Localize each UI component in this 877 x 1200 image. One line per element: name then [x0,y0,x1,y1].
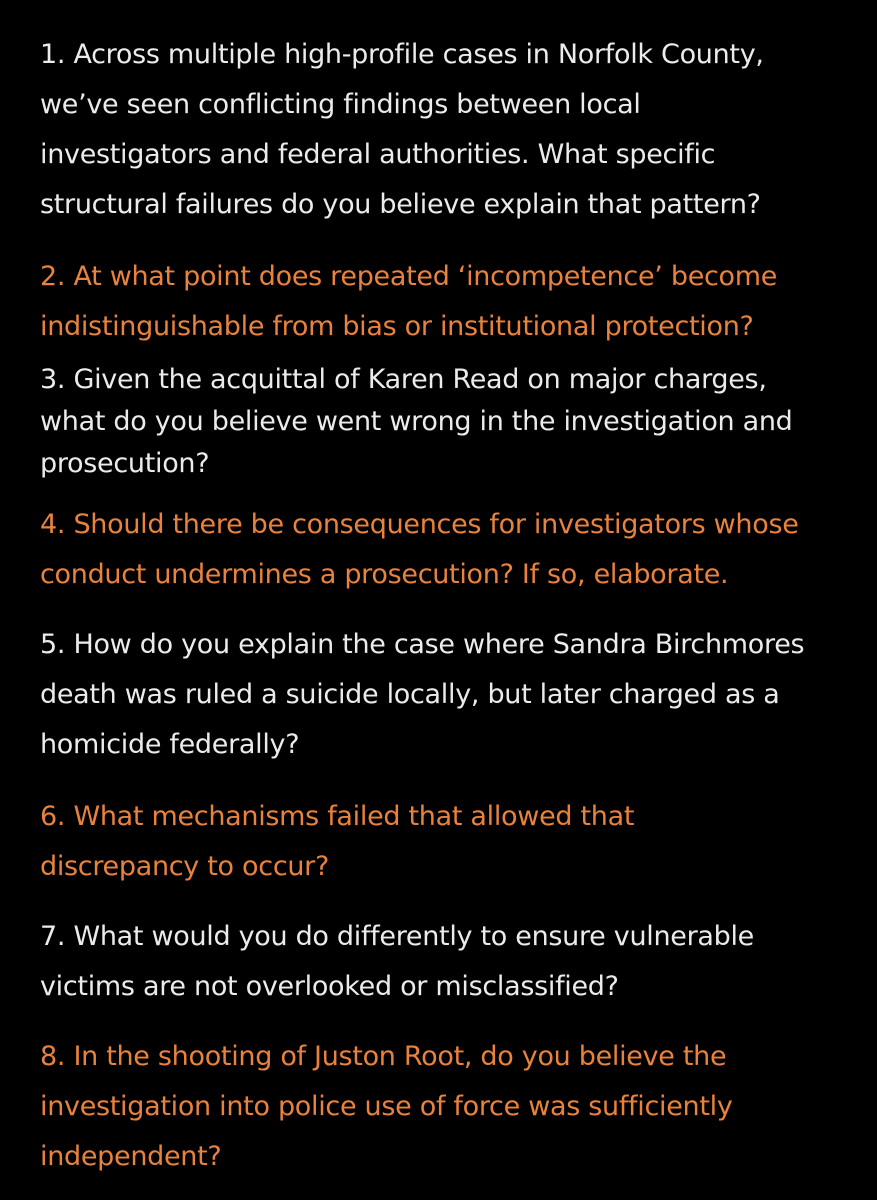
question-5: 5. How do you explain the case where Sandra Birchmores death was ruled a suicide locally, but later charged as a homicide federally? [40,629,805,760]
question-4: 4. Should there be consequences for investigators whose conduct undermines a prosecution? If so, elaborate. [40,509,799,590]
question-3: 3. Given the acquittal of Karen Read on major charges, what do you believe went wrong in the investigation and prosecution? [40,364,793,479]
question-1: 1. Across multiple high-profile cases in Norfolk County, we’ve seen conflicting findings between local investigators and federal authorities. What specific structural failures do you believe explain that pattern? [40,39,764,220]
question-7: 7. What would you do differently to ensure vulnerable victims are not overlooked or misclassified? [40,921,754,1002]
question-8: 8. In the shooting of Juston Root, do you believe the investigation into police use of force was sufficiently independent? [40,1041,733,1172]
question-2: 2. At what point does repeated ‘incompetence’ become indistinguishable from bias or institutional protection? [40,261,778,342]
question-6: 6. What mechanisms failed that allowed that discrepancy to occur? [40,801,635,882]
